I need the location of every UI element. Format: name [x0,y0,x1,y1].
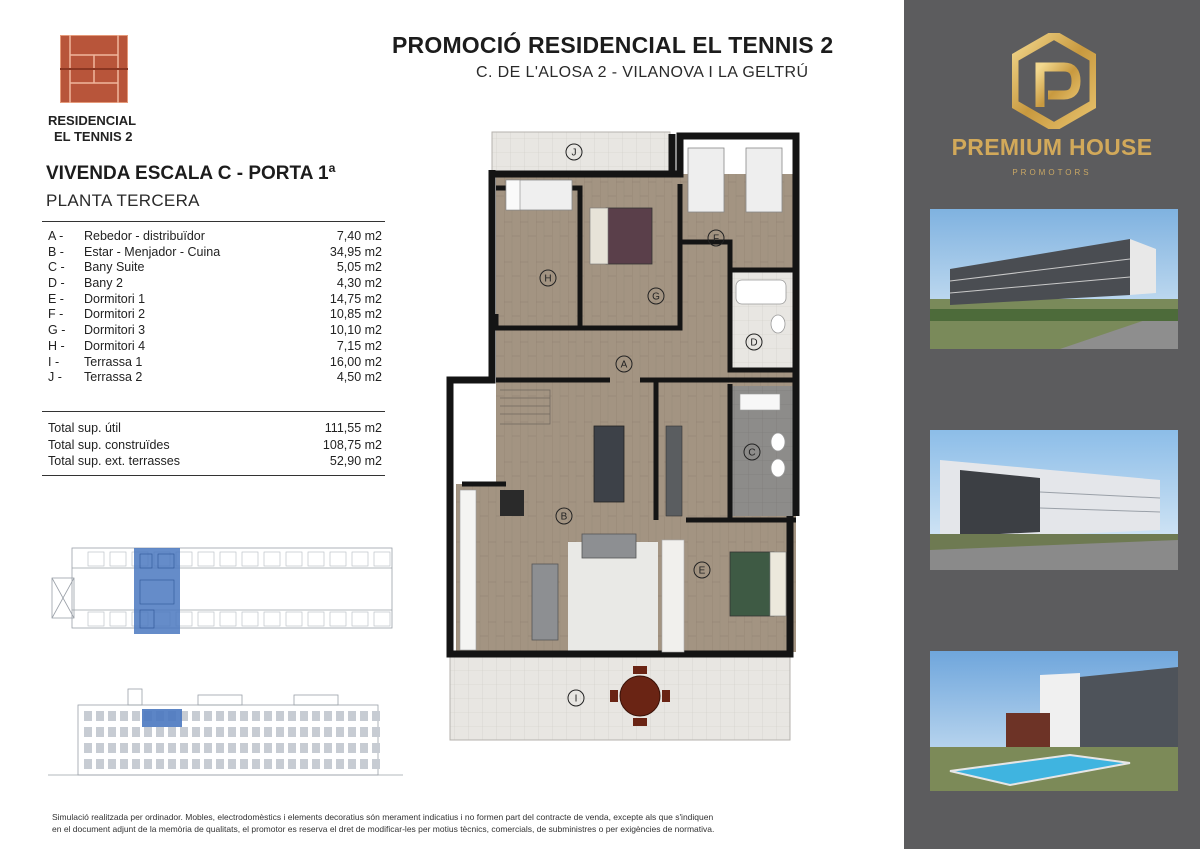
total-area: 52,90 m2 [329,454,382,468]
room-area: 7,15 m2 [336,338,382,353]
total-area-row [48,437,382,454]
room-name: Dormitori 2 [84,307,146,322]
room-name: Bany Suite [84,260,145,275]
building-elevation-thumbnail [48,683,403,783]
room-area: 16,00 m2 [329,354,382,369]
svg-text:D: D [750,337,758,349]
room-area-list [48,229,382,386]
room-name: Estar - Menjador - Cuina [84,244,221,259]
room-name: Dormitori 1 [84,291,146,306]
room-area-row [48,276,382,292]
disclaimer [52,811,882,835]
svg-text:J: J [571,147,577,159]
room-area-row [48,339,382,355]
project-address: C. DE L'ALOSA 2 - VILANOVA I LA GELTRÚ [476,64,809,81]
svg-text:C: C [748,447,756,459]
room-code: F - [48,307,64,322]
logo-caption [48,113,136,145]
premium-house-logo [1012,33,1096,129]
render-image-2 [930,430,1178,570]
room-area: 4,30 m2 [336,276,382,291]
room-area: 14,75 m2 [329,291,382,306]
brand-subtitle: PROMOTORS [1012,168,1092,177]
room-area-row [48,370,382,386]
room-code: E - [48,291,64,306]
room-area-row [48,355,382,371]
room-name: Bany 2 [84,276,123,291]
room-code: A - [48,229,64,243]
render-image-3 [930,651,1178,791]
room-area-row [48,307,382,323]
room-name: Rebedor - distribuïdor [84,229,205,243]
room-code: B - [48,244,64,259]
svg-text:H: H [544,273,552,285]
room-area: 7,40 m2 [336,229,382,243]
room-name: Dormitori 4 [84,338,146,353]
floor-title: PLANTA TERCERA [46,191,200,210]
floor-plan [440,124,810,744]
room-area-row [48,260,382,276]
room-name: Terrassa 2 [84,370,143,385]
svg-text:A: A [620,359,628,371]
room-code: D - [48,276,65,291]
room-area-row [48,292,382,308]
brand-name: PREMIUM HOUSE [951,134,1153,160]
table-bottom-rule [42,475,385,476]
room-code: J - [48,370,62,385]
disclaimer-line1: Simulació realitzada per ordinador. Mobles, electrodomèstics i elements decoratius són merament indicatius i no formen part del contracte de venda, excepte als que s'indiquen [52,812,714,822]
room-area: 10,10 m2 [329,323,382,338]
render-image-1 [930,209,1178,349]
total-name: Total sup. ext. terrasses [48,454,181,468]
logo-caption-line2: EL TENNIS 2 [54,129,133,144]
room-area-row [48,323,382,339]
total-area: 108,75 m2 [322,437,382,452]
room-area: 34,95 m2 [329,244,382,259]
room-code: G - [48,323,66,338]
room-code: H - [48,338,65,353]
residential-logo [60,35,128,103]
svg-text:B: B [560,511,568,523]
total-area-list [48,420,382,470]
room-code: I - [48,354,60,369]
svg-text:F: F [712,233,720,245]
table-mid-rule [42,411,385,412]
room-area: 5,05 m2 [336,260,382,275]
total-name: Total sup. construïdes [48,437,170,452]
table-top-rule [42,221,385,222]
svg-text:G: G [652,291,660,303]
site-plan-thumbnail [48,540,398,640]
total-area: 111,55 m2 [324,421,382,435]
total-area-row [48,453,382,470]
room-area-row [48,229,382,245]
room-name: Dormitori 3 [84,323,146,338]
logo-caption-line1: RESIDENCIAL [48,113,137,128]
room-area: 10,85 m2 [329,307,382,322]
total-name: Total sup. útil [48,421,121,435]
unit-title: VIVENDA ESCALA C - PORTA 1ª [46,163,336,184]
room-area: 4,50 m2 [336,370,382,385]
total-area-row [48,420,382,437]
svg-text:I: I [574,693,578,705]
project-title: PROMOCIÓ RESIDENCIAL EL TENNIS 2 [392,32,834,58]
room-area-row [48,245,382,261]
room-name: Terrassa 1 [84,354,143,369]
svg-text:E: E [698,565,706,577]
disclaimer-line2: en el document adjunt de la memòria de qualitats, el promotor es reserva el dret de modificar-les per motius tècnics, comercials, de subministres o per exigències de normativa. [52,824,715,834]
room-code: C - [48,260,65,275]
